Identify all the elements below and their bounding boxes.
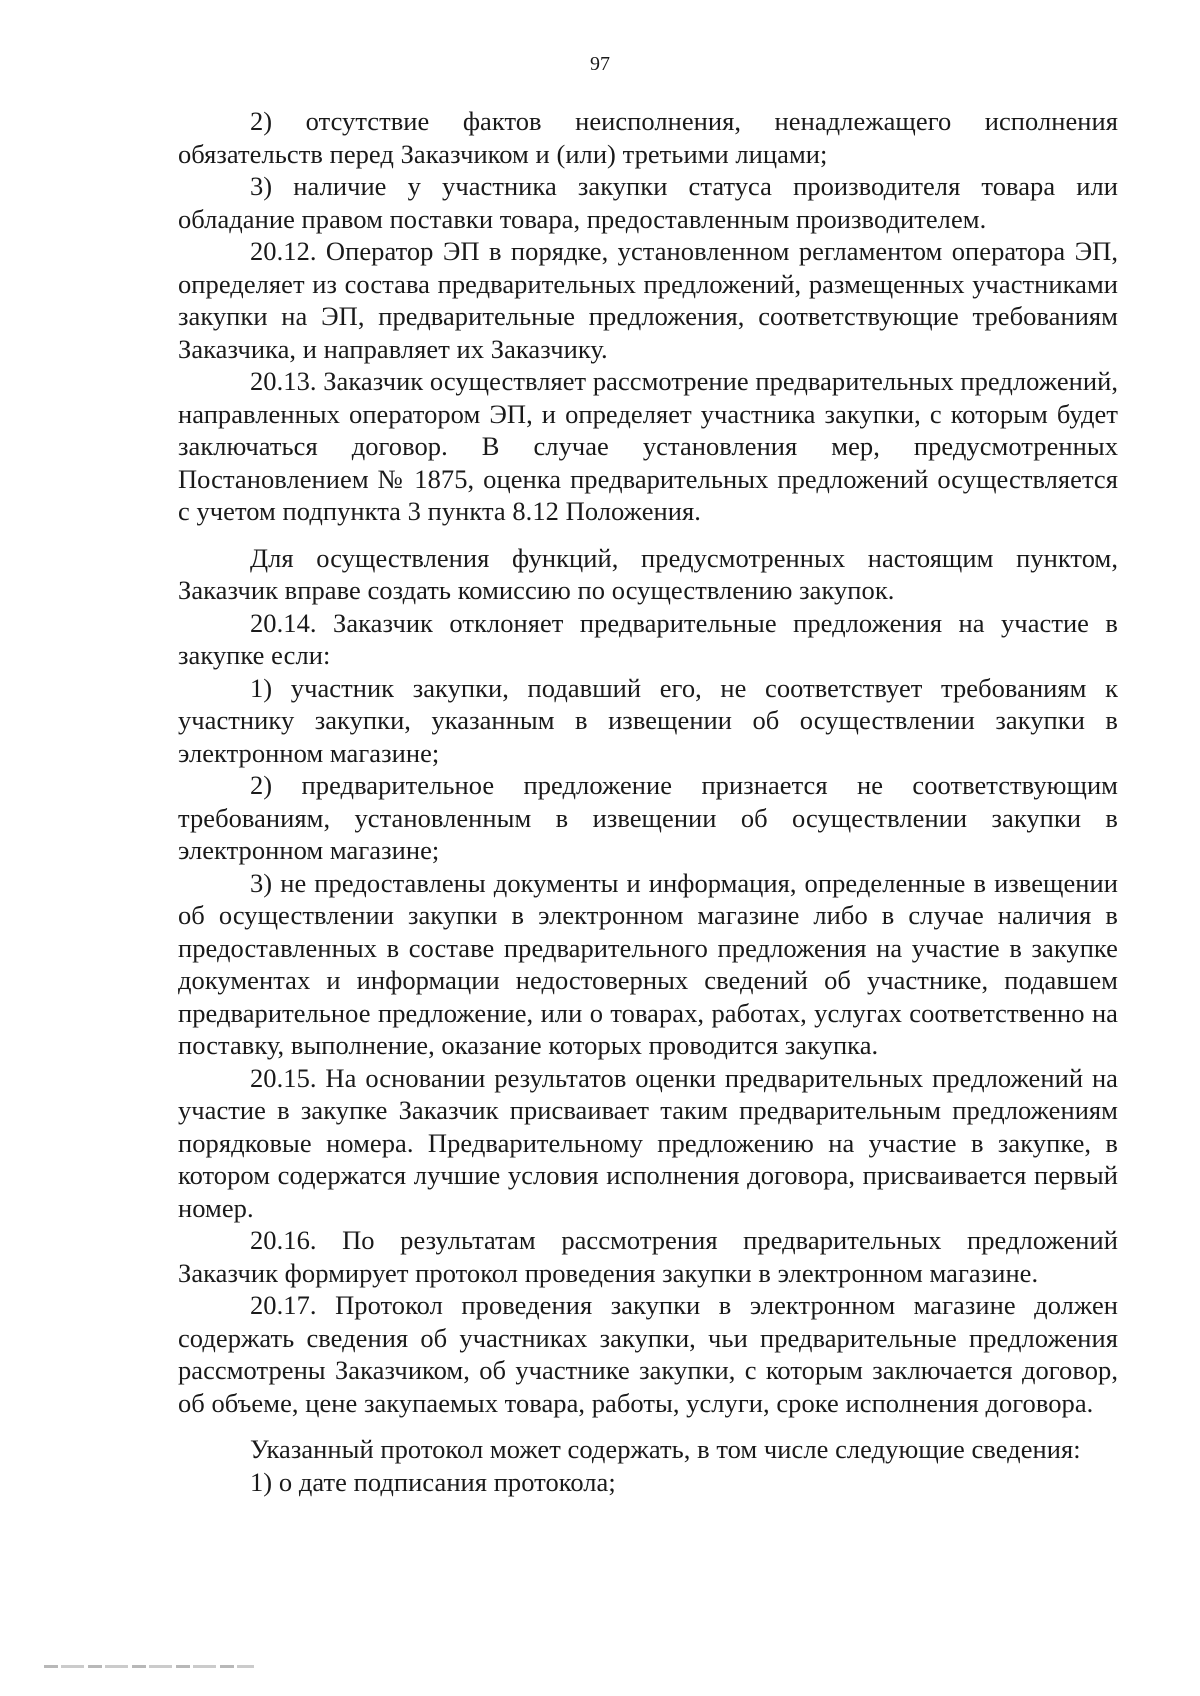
paragraph-20-13: 20.13. Заказчик осуществляет рассмотрение предварительных предложений, направленных оператором ЭП, и определяет участника закупки, с которым будет заключаться договор. В случае установления мер, предусмотренных Постановлением № 1875, оценка предварительных предложений осуществляется с учетом подпункта 3 пункта 8.12 Положения. [178,366,1118,526]
paragraph-20-17: 20.17. Протокол проведения закупки в электронном магазине должен содержать сведения об участниках закупки, чьи предварительные предложения рассмотрены Заказчиком, об участнике закупки, с которым заключается договор, об объеме, цене закупаемых товара, работы, услуги, сроке исполнения договора. [178,1290,1118,1418]
paragraph-protocol-info: Указанный протокол может содержать, в том числе следующие сведения: [250,1434,1081,1464]
paragraph-protocol-item-1: 1) о дате подписания протокола; [250,1466,616,1497]
paragraph-20-12: 20.12. Оператор ЭП в порядке, установленном регламентом оператора ЭП, определяет из состава предварительных предложений, размещенных участниками закупки на ЭП, предварительные предложения, соответствующие требованиям Заказчика, и направляет их Заказчику. [178,236,1118,364]
page-number: 97 [590,53,610,75]
paragraph-20-14-item-3: 3) не предоставлены документы и информация, определенные в извещении об осуществлении закупки в электронном магазине либо в случае наличия в предоставленных в составе предварительного предложения на участие в закупке документах и информации недостоверных сведений об участнике, подавшем предварительное предложение, или о товарах, работах, услугах соответственно на поставку, выполнение, оказание которых проводится закупка. [178,867,1118,1060]
paragraph-20-14-item-1: 1) участник закупки, подавший его, не соответствует требованиям к участнику закупки, указанным в извещении об осуществлении закупки в электронном магазине; [178,672,1118,768]
paragraph-item-2: 2) отсутствие фактов неисполнения, ненадлежащего исполнения обязательств перед Заказчиком и (или) третьими лицами; [178,106,1118,169]
paragraph-20-14-item-2: 2) предварительное предложение признается не соответствующим требованиям, установленным в извещении об осуществлении закупки в электронном магазине; [178,770,1118,865]
paragraph-item-3: 3) наличие у участника закупки статуса производителя товара или обладание правом поставки товара, предоставленным производителем. [178,171,1118,234]
paragraph-20-15: 20.15. На основании результатов оценки предварительных предложений на участие в закупке Заказчик присваивает таким предварительным предложениям порядковые номера. Предварительному предложению на участие в закупке, в котором содержатся лучшие условия исполнения договора, присваивается первый номер. [178,1062,1118,1223]
paragraph-20-16: 20.16. По результатам рассмотрения предварительных предложений Заказчик формирует протокол проведения закупки в электронном магазине. [178,1225,1118,1288]
paragraph-20-14: 20.14. Заказчик отклоняет предварительные предложения на участие в закупке если: [178,607,1118,670]
document-body [178,105,1118,1498]
paragraph-commission: Для осуществления функций, предусмотренных настоящим пунктом, Заказчик вправе создать комиссию по осуществлению закупок. [178,542,1118,605]
scan-artifact [44,1665,254,1668]
